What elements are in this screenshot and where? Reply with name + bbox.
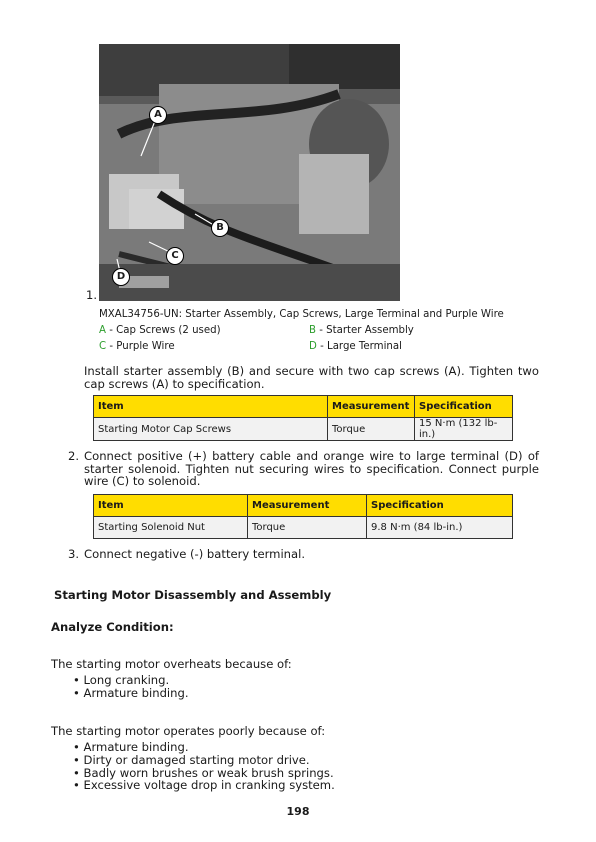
spec-table-cap-screws [93,395,513,441]
list-item: • Excessive voltage drop in cranking system. [73,779,335,792]
step3-text: Connect negative (-) battery terminal. [84,547,306,561]
table-header-row [94,495,513,517]
poor-intro: The starting motor operates poorly because of: [51,724,326,738]
table-row [94,517,513,539]
table-row [94,418,513,441]
callout-b: B [211,219,229,237]
legend-item-a [99,325,221,336]
step2-text: Connect positive (+) battery cable and orange wire to large terminal (D) of starter solenoid. Tighten nut securing wires to specification. Connect purple wire (C) to solenoid. [84,449,539,488]
legend-text: - Purple Wire [106,341,175,352]
table-header: Measurement [248,495,367,517]
table-header: Item [94,495,248,517]
table-cell: Torque [328,418,415,441]
poor-list [73,741,335,792]
list-item: • Dirty or damaged starting motor drive. [73,754,335,767]
step-number-1: 1. [86,288,97,302]
legend-item-c [99,341,175,352]
list-item: • Long cranking. [73,674,189,687]
callout-a: A [149,106,167,124]
table-cell: Torque [248,517,367,539]
table-header: Measurement [328,396,415,418]
legend-text: - Starter Assembly [316,325,414,336]
legend-item-d [309,341,402,352]
list-item: • Armature binding. [73,741,335,754]
overheat-intro: The starting motor overheats because of: [51,657,292,671]
table-cell: Starting Motor Cap Screws [94,418,328,441]
table-header: Specification [367,495,513,517]
table-cell: 9.8 N·m (84 lb-in.) [367,517,513,539]
table-cell: 15 N·m (132 lb-in.) [415,418,513,441]
step1-text: Install starter assembly (B) and secure with two cap screws (A). Tighten two cap screws (A) to specification. [84,364,539,391]
step-number-3: 3. [68,547,80,561]
list-item: • Armature binding. [73,687,189,700]
legend-letter: A [99,325,106,336]
table-cell: Starting Solenoid Nut [94,517,248,539]
table-header-row [94,396,513,418]
table-header: Item [94,396,328,418]
section-title: Starting Motor Disassembly and Assembly [54,588,332,602]
callout-c: C [166,247,184,265]
analyze-heading: Analyze Condition: [51,620,174,634]
legend-item-b [309,325,414,336]
legend-text: - Large Terminal [316,341,402,352]
starter-assembly-photo [99,44,400,301]
legend-letter: B [309,325,316,336]
figure-caption: MXAL34756-UN: Starter Assembly, Cap Screws, Large Terminal and Purple Wire [99,309,504,320]
spec-table-solenoid-nut [93,494,513,539]
list-item: • Badly worn brushes or weak brush springs. [73,767,335,780]
step-number-2: 2. [68,449,80,463]
legend-letter: D [309,341,317,352]
legend-text: - Cap Screws (2 used) [105,325,221,336]
page-number: 198 [286,805,310,818]
legend-letter: C [99,341,107,352]
overheat-list [73,674,189,700]
table-header: Specification [415,396,513,418]
callout-d: D [112,268,130,286]
